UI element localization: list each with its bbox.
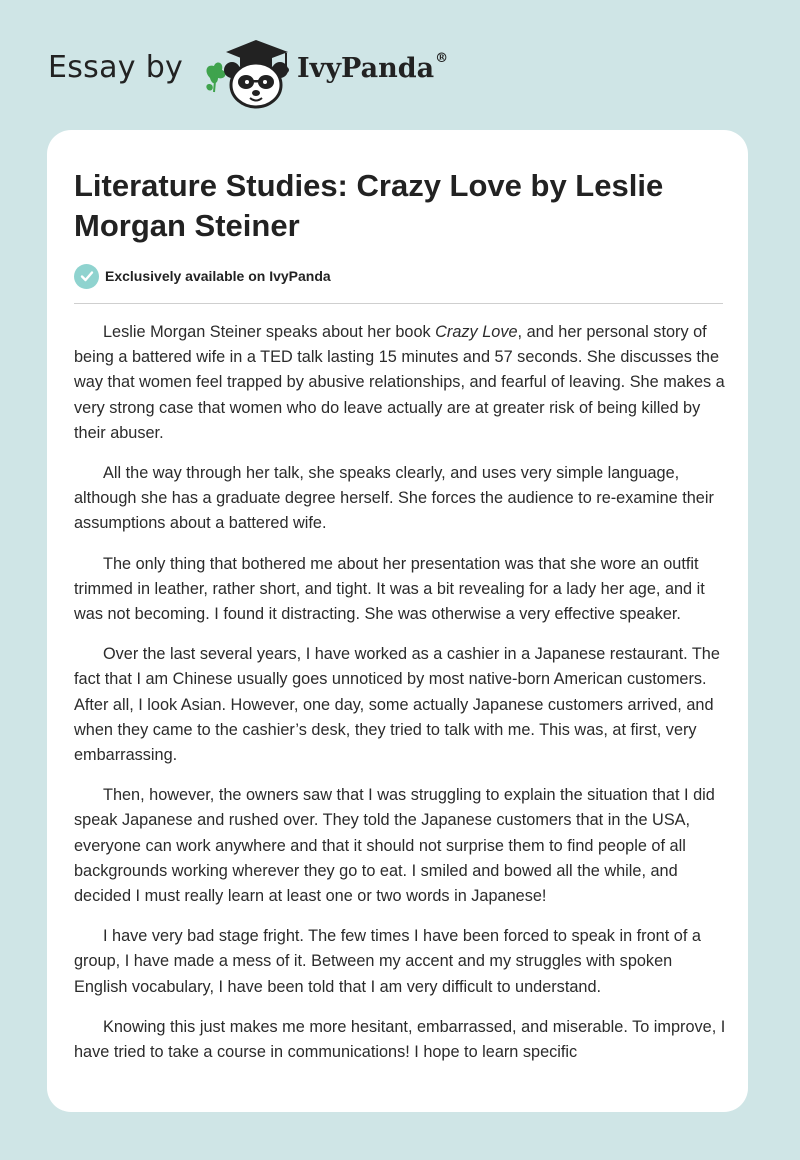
check-circle-icon (74, 264, 99, 289)
exclusive-badge (74, 263, 331, 289)
paragraph: I have very bad stage fright. The few times I have been forced to speak in front of a group, I have made a mess of it. Between my accent and my struggles with spoken English vocabulary, I have been told that I am very difficult to understand. (74, 927, 701, 996)
paragraph-text: , and her personal story of being a battered wife in a TED talk lasting 15 minutes and 57 seconds. She discusses the way that women feel trapped by abusive relationships, and fearful of leaving. She makes a very strong case that women who do leave actually are at greater risk of being killed by their abuser. (74, 323, 725, 442)
brand-text[interactable]: IvyPanda (297, 53, 435, 84)
panda-graduation-cap-icon[interactable] (202, 38, 294, 110)
site-header (0, 0, 800, 130)
exclusive-badge-label: Exclusively available on IvyPanda (105, 268, 331, 284)
essay-card (47, 130, 748, 1112)
essay-title: Literature Studies: Crazy Love by Leslie Morgan Steiner (74, 168, 664, 243)
paragraph (74, 320, 726, 446)
essay-by-label: Essay by (48, 50, 184, 85)
paragraph: The only thing that bothered me about her presentation was that she wore an outfit trimmed in leather, rather short, and tight. It was a bit revealing for a lady her age, and it was not becoming. I found it distracting. She was otherwise a very effective speaker. (74, 554, 705, 624)
paragraph: All the way through her talk, she speaks clearly, and uses very simple language, although she has a graduate degree herself. She forces the audience to re-examine their assumptions about a battered wife. (74, 464, 714, 533)
registered-mark: ® (435, 51, 449, 66)
paragraph: Over the last several years, I have worked as a cashier in a Japanese restaurant. The fact that I am Chinese usually goes unnoticed by most native-born American customers. After all, I look Asian. However, one day, some actually Japanese customers arrived, and when they came to the cashier’s desk, they tried to talk with me. This was, at first, very embarrassing. (74, 645, 720, 765)
brand-name[interactable] (297, 53, 448, 84)
paragraph-text: Leslie Morgan Steiner speaks about her book (103, 323, 436, 341)
divider (74, 303, 723, 304)
paragraph: Knowing this just makes me more hesitant, embarrassed, and miserable. To improve, I have tried to take a course in communications! I hope to learn specific (74, 1017, 726, 1062)
paragraph: Then, however, the owners saw that I was struggling to explain the situation that I did speak Japanese and rushed over. They told the Japanese customers that in the USA, everyone can work anywhere and that it should not surprise them to find people of all backgrounds working wherever they go to eat. I smiled and bowed all the while, and decided I must really learn at least one or two words in Japanese! (74, 786, 715, 906)
leaf-icon (206, 63, 225, 92)
essay-body (74, 320, 726, 1080)
book-title: Crazy Love (435, 323, 518, 341)
